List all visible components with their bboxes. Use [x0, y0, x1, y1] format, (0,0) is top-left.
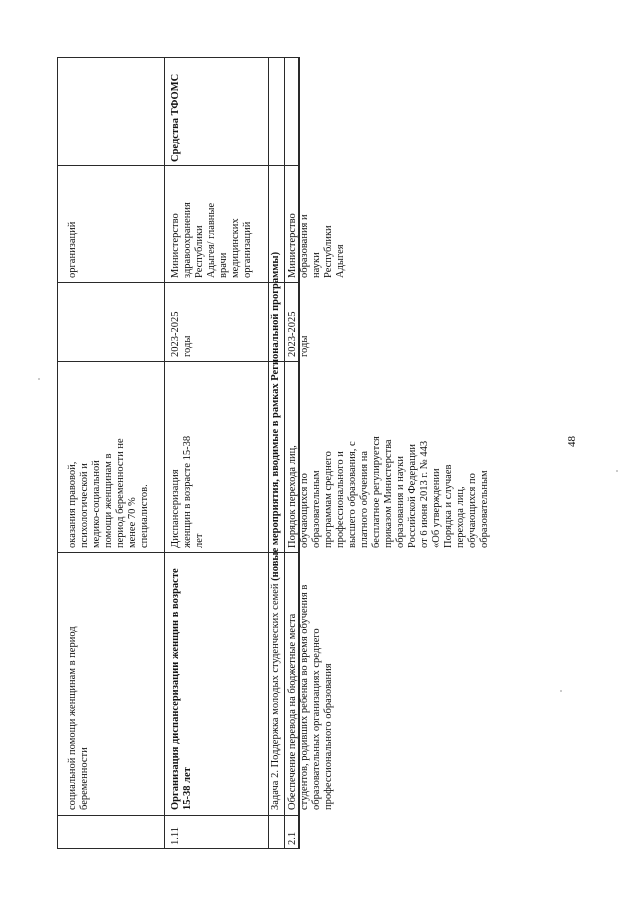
row2-description: Обеспечение перевода на бюджетные места студентов, родивших ребенка во время обучения в образовательных организациях среднего профессионального образования — [287, 584, 334, 810]
table-border — [57, 815, 299, 816]
scan-speck — [616, 470, 618, 472]
row0-result: оказания правовой, психологической и медико-социальной помощи женщинам в период беременности не менее 70 % специалистов. — [67, 438, 150, 548]
table-border — [268, 57, 269, 849]
row1-executor: Министерство здравоохранения Республики Адыгея/ главные врачи медицинских организаций — [170, 202, 253, 278]
table-border — [57, 361, 299, 362]
table-border — [57, 57, 299, 58]
page-number: 48 — [566, 436, 578, 447]
table-border — [57, 57, 58, 849]
row0-executor: организаций — [67, 221, 78, 278]
row2-period: 2023-2025 годы — [287, 311, 310, 357]
row1-description: Организация диспансеризации женщин в возрасте 15-38 лет — [170, 568, 193, 810]
task-header — [270, 50, 282, 810]
table-border — [57, 552, 299, 553]
table-border — [57, 848, 299, 849]
table-border — [284, 57, 285, 849]
table-border — [57, 165, 299, 166]
row1-number: 1.11 — [170, 827, 181, 845]
row1-funding: Средства ТФОМС — [170, 73, 181, 162]
row2-number: 2.1 — [287, 831, 298, 845]
table-border — [164, 57, 165, 849]
task-header-normal: Задача 2. Поддержка молодых студенческих семей — [270, 580, 281, 810]
task-header-bold: (новые мероприятия, вводимые в рамках Региональной программы) — [270, 251, 281, 581]
table-border — [57, 282, 299, 283]
row0-description: социальной помощи женщинам в период беременности — [67, 626, 90, 810]
row1-result: Диспансеризация женщин в возрасте 15-38 лет — [170, 435, 205, 548]
row1-period: 2023-2025 годы — [170, 311, 193, 357]
scan-speck — [38, 378, 40, 380]
scan-speck — [560, 690, 562, 692]
row2-executor: Министерство образования и науки Республики Адыгея — [287, 213, 346, 278]
row2-result: Порядок перехода лиц, обучающихся по образовательным программам среднего профессионального и высшего образования, с платного обучения на бесплатное регулируется приказом Министерства образования и науки Российской Федерации от 6 июня 2013 г. № 443 «Об утверждении Порядка и случаев перехода лиц, обучающихся по образовательным — [287, 436, 490, 548]
